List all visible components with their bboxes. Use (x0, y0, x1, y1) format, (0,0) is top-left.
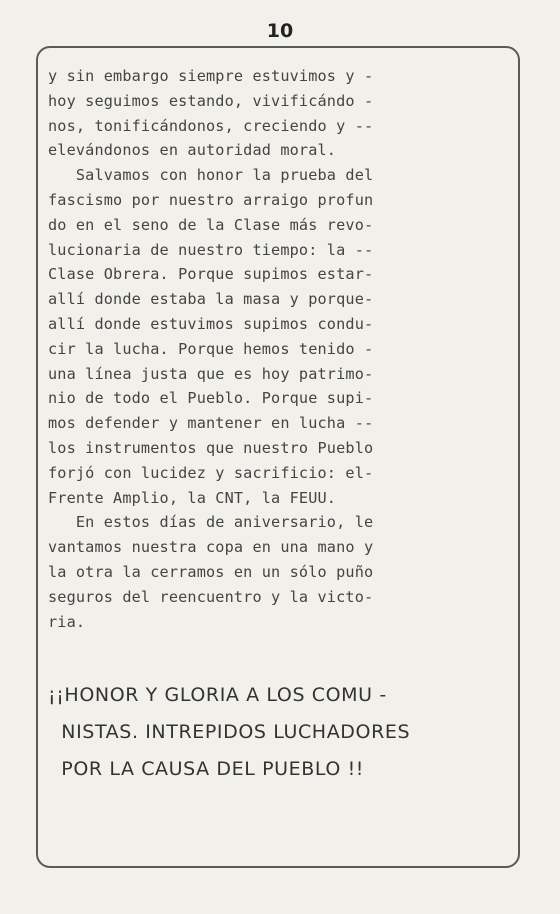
body-line: Salvamos con honor la prueba del (48, 166, 374, 185)
body-line: ria. (48, 612, 86, 631)
body-line: Clase Obrera. Porque supimos estar- (48, 265, 374, 284)
slogan-line: POR LA CAUSA DEL PUEBLO !! (48, 758, 365, 780)
body-line: Frente Amplio, la CNT, la FEUU. (48, 488, 337, 507)
slogan-line: ¡¡HONOR Y GLORIA A LOS COMU - (48, 684, 387, 706)
body-line: cir la lucha. Porque hemos tenido - (48, 339, 374, 358)
body-line: hoy seguimos estando, vivificándo - (48, 91, 374, 110)
body-line: nio de todo el Pueblo. Porque supi- (48, 389, 374, 408)
body-line: forjó con lucidez y sacrificio: el- (48, 463, 374, 482)
slogan-line: NISTAS. INTREPIDOS LUCHADORES (48, 721, 411, 743)
body-line: la otra la cerramos en un sólo puño (48, 562, 374, 581)
body-line: allí donde estuvimos supimos condu- (48, 314, 374, 333)
body-line: elevándonos en autoridad moral. (48, 141, 337, 160)
body-line: nos, tonificándonos, creciendo y -- (48, 116, 374, 135)
page-number: 10 (266, 20, 294, 42)
body-line: vantamos nuestra copa en una mano y (48, 538, 374, 557)
body-text (48, 64, 516, 634)
body-line: mos defender y mantener en lucha -- (48, 414, 374, 433)
body-line: lucionaria de nuestro tiempo: la -- (48, 240, 374, 259)
body-line: los instrumentos que nuestro Pueblo (48, 438, 374, 457)
body-line: fascismo por nuestro arraigo profun (48, 190, 374, 209)
body-line: En estos días de aniversario, le (48, 513, 374, 532)
body-line: seguros del reencuentro y la victo- (48, 587, 374, 606)
body-line: y sin embargo siempre estuvimos y - (48, 67, 374, 85)
body-line: allí donde estaba la masa y porque- (48, 290, 374, 309)
closing-slogan (48, 677, 516, 788)
body-line: una línea justa que es hoy patrimo- (48, 364, 374, 383)
body-line: do en el seno de la Clase más revo- (48, 215, 374, 234)
